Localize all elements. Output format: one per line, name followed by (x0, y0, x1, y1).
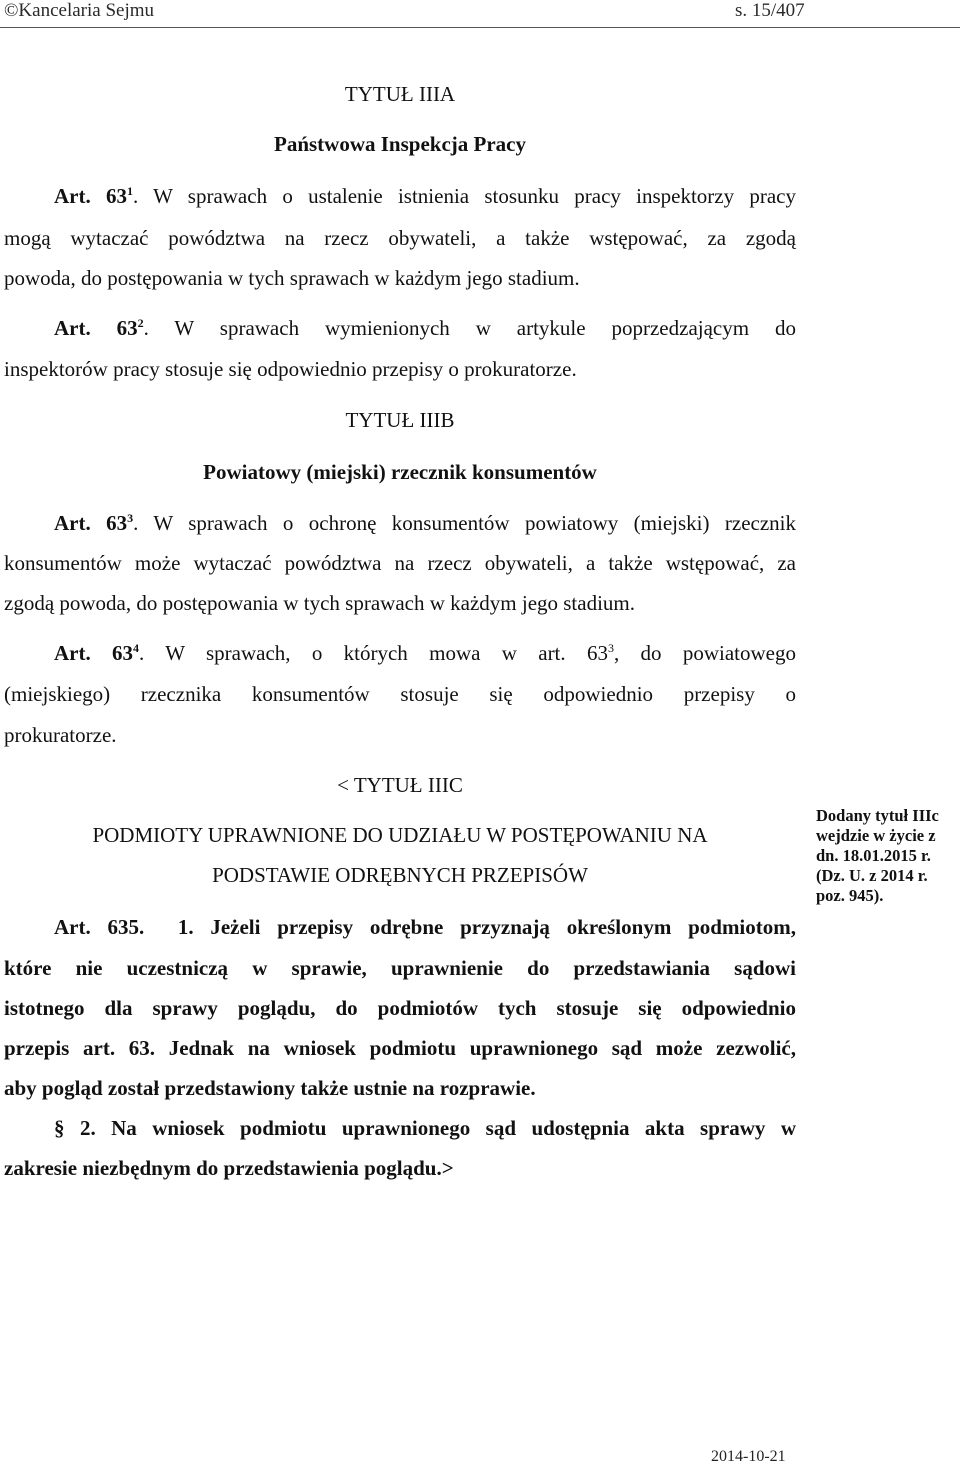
side-note-line: dn. 18.01.2015 r. (816, 846, 931, 865)
art-63-1-line-3: powoda, do postępowania w tych sprawach w każdym jego stadium. (4, 266, 580, 290)
side-note-line: wejdzie w życie z (816, 826, 936, 845)
art-635-par-2-line-2: zakresie niezbędnym do przedstawienia poglądu.> (4, 1156, 454, 1180)
art-63-2-line-1: Art. $63^2$. W sprawach wymienionych w artykule poprzedzającym do (54, 316, 796, 340)
art-635-line-5: aby pogląd został przedstawiony także ustnie na rozprawie. (4, 1076, 536, 1100)
art-63-4-line-1: Art. $63^4$. W sprawach, o których mowa w art. $63^3$, do powiatowego (54, 641, 796, 665)
title-iiib: TYTUŁ IIIB (345, 408, 455, 432)
title-iiia: TYTUŁ IIIA (344, 82, 456, 106)
title-iiic-subtitle-line-1: PODMIOTY UPRAWNIONE DO UDZIAŁU W POSTĘPOWANIU NA (92, 823, 708, 847)
art-63-3-line-3: zgodą powoda, do postępowania w tych sprawach w każdym jego stadium. (4, 591, 636, 615)
art-63-1-line-1: Art. $63^1$. W sprawach o ustalenie istnienia stosunku pracy inspektorzy pracy (54, 184, 796, 208)
header-divider (0, 27, 960, 28)
side-note-line: Dodany tytuł IIIc (816, 806, 939, 825)
art-63-2-line-2: inspektorów pracy stosuje się odpowiednio przepisy o prokuratorze. (4, 357, 577, 381)
art-635-line-3: istotnego dla sprawy poglądu, do podmiotów tych stosuje się odpowiednio (4, 996, 796, 1020)
header-page-number: s. 15/407 (735, 0, 805, 21)
art-635-line-1: Art. 635. 1. Jeżeli przepisy odrębne przyznają określonym podmiotom, (54, 915, 797, 939)
side-note (816, 806, 956, 906)
art-63-4-line-2: (miejskiego) rzecznika konsumentów stosuje się odpowiednio przepisy o (4, 682, 796, 706)
art-63-4-line-3: prokuratorze. (4, 723, 117, 747)
title-iiib-subtitle: Powiatowy (miejski) rzecznik konsumentów (203, 460, 597, 484)
title-iiia-subtitle: Państwowa Inspekcja Pracy (274, 132, 526, 156)
art-635-line-2: które nie uczestniczą w sprawie, uprawnienie do przedstawiania sądowi (4, 956, 796, 980)
art-635-line-4: przepis art. 63. Jednak na wniosek podmiotu uprawnionego sąd może zezwolić, (4, 1036, 796, 1060)
side-note-line: (Dz. U. z 2014 r. (816, 866, 928, 885)
header-source: ©Kancelaria Sejmu (4, 0, 155, 21)
title-iiic-subtitle-line-2: PODSTAWIE ODRĘBNYCH PRZEPISÓW (212, 863, 588, 887)
art-635-par-2-line-1: § 2. Na wniosek podmiotu uprawnionego sąd udostępnia akta sprawy w (54, 1116, 796, 1140)
side-note-line: poz. 945). (816, 886, 884, 905)
title-iiic: < TYTUŁ IIIC (337, 773, 463, 797)
art-63-1-line-2: mogą wytaczać powództwa na rzecz obywateli, a także wstępować, za zgodą (4, 226, 796, 250)
footer-date: 2014-10-21 (711, 1448, 786, 1465)
art-63-3-line-1: Art. $63^3$. W sprawach o ochronę konsumentów powiatowy (miejski) rzecznik (54, 511, 796, 535)
art-63-3-line-2: konsumentów może wytaczać powództwa na rzecz obywateli, a także wstępować, za (4, 551, 796, 575)
